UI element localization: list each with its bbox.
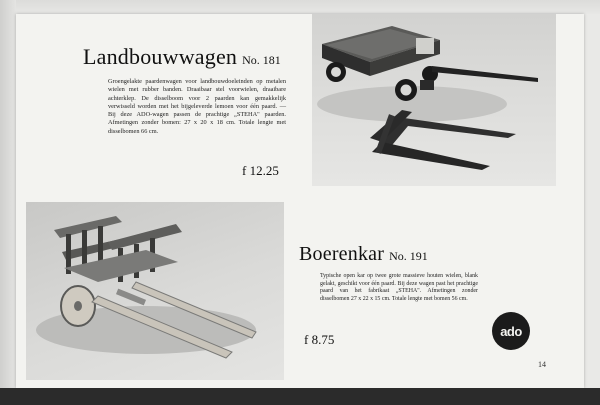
ado-logo: ado	[492, 312, 530, 350]
page-number: 14	[538, 360, 546, 369]
product-name: Landbouwwagen	[83, 44, 238, 69]
landbouwwagen-title	[83, 44, 281, 71]
product-number: No. 181	[242, 53, 281, 67]
landbouwwagen-price: f 12.25	[242, 163, 279, 178]
landbouwwagen-description: Groengelakte paardenwagen voor landbouwdoeleinden op metalen wielen met rubber banden. Draaibaar stel voorwielen, draaibare achterklep. De disselboom voor 2 paarden kan gemakkelijk verwisseld worden met het bijgeleverde lemoen voor één paard. — Bij deze ADO-wagen passen de prachtige „STEHA" paarden. Afmetingen zonder bomen: 27 x 20 x 18 cm. Totale lengte met disselbomen 66 cm.	[108, 78, 286, 135]
landbouwwagen-photo	[312, 14, 556, 186]
monitor-bezel-left	[0, 0, 16, 388]
product-number: No. 191	[389, 249, 428, 263]
monitor-bezel-top	[0, 0, 600, 14]
monitor-bezel-bottom	[0, 388, 600, 405]
boerenkar-photo	[26, 202, 284, 380]
catalog-page	[16, 14, 584, 388]
boerenkar-illustration	[26, 202, 284, 380]
boerenkar-title	[299, 240, 428, 267]
boerenkar-description: Typische open kar op twee grote massieve houten wielen, blank gelakt, geschikt voor één paard. Bij deze wagen past het prachtige paard van het fabrikaat „STEHA". Afmetingen zonder disselbomen 27 x 22 x 15 cm. Totale lengte met bomen 56 cm.	[320, 273, 478, 302]
boerenkar-price: f 8.75	[304, 332, 335, 347]
product-name: Boerenkar	[299, 243, 385, 265]
landbouwwagen-illustration	[312, 14, 556, 186]
